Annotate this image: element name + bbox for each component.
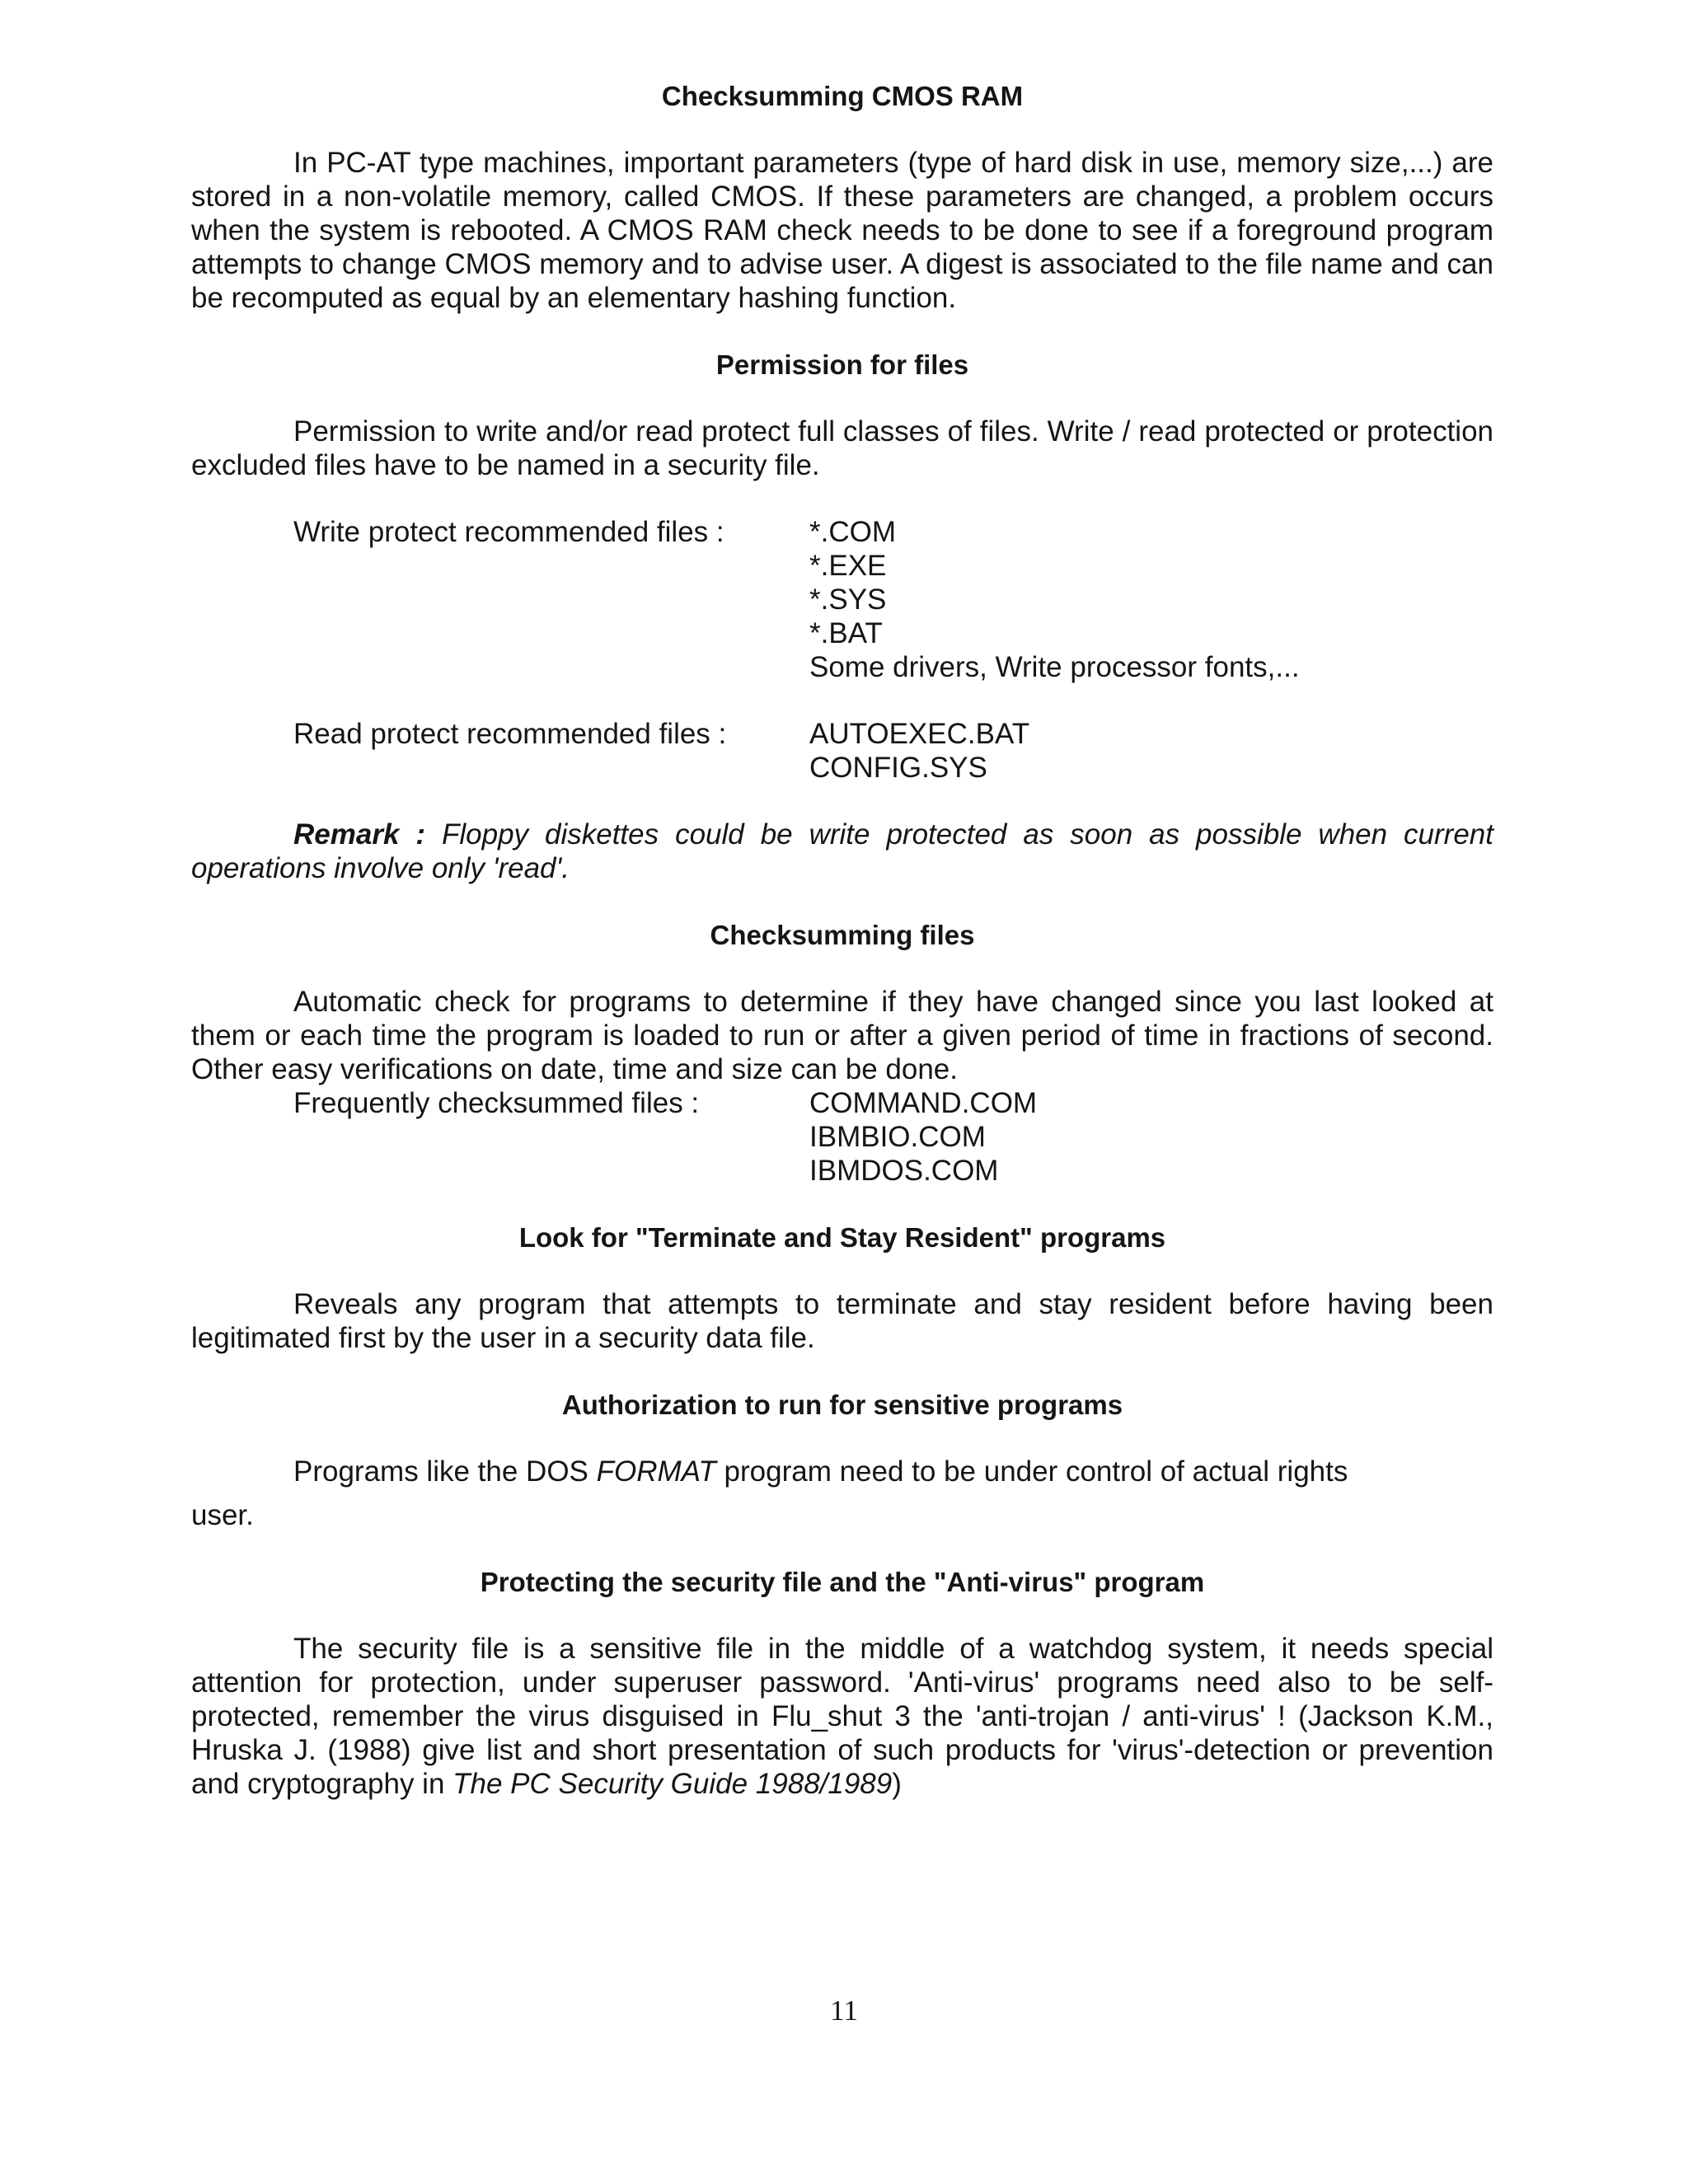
protecting-book-title: The PC Security Guide 1988/1989 (452, 1768, 893, 1800)
heading-protecting-security-file: Protecting the security file and the "Anti-virus" program (480, 1567, 1205, 1597)
list-item: AUTOEXEC.BAT (809, 718, 1030, 750)
heading-permission-for-files: Permission for files (715, 349, 969, 380)
remark-paragraph (191, 818, 1493, 885)
heading-tsr-programs: Look for "Terminate and Stay Resident" programs (518, 1222, 1166, 1253)
list-item: COMMAND.COM (809, 1087, 1038, 1119)
list-item: *.SYS (809, 583, 887, 616)
heading-authorization: Authorization to run for sensitive programs (561, 1390, 1123, 1420)
list-item: *.BAT (809, 617, 883, 649)
read-protect-items (809, 717, 1029, 785)
write-protect-items (809, 515, 1300, 684)
paragraph-cmos: In PC-AT type machines, important parameters (type of hard disk in use, memory size,...) are stored in a non-volatile memory, called CMOS. If these parameters are changed, a problem occurs when the system is rebooted. A CMOS RAM check needs to be done to see if a foreground program attempts to change CMOS memory and to advise user. A digest is associated to the file name and can be recomputed as equal by an elementary hashing function. (191, 147, 1493, 314)
read-protect-label: Read protect recommended files : (293, 718, 727, 750)
checksummed-files-items (809, 1086, 1037, 1188)
list-item: *.EXE (809, 550, 887, 582)
paragraph-checksumming-files: Automatic check for programs to determine if they have changed since you last looked at them or each time the program is loaded to run or after a given period of time in fractions of second. Other easy verifications on date, time and size can be done. (191, 986, 1493, 1085)
paragraph-protecting (191, 1632, 1493, 1801)
list-item: IBMBIO.COM (809, 1121, 986, 1153)
protecting-text-after: ) (892, 1768, 902, 1800)
checksummed-files-list (191, 1086, 1493, 1188)
heading-checksumming-cmos-ram: Checksumming CMOS RAM (661, 81, 1024, 111)
authorization-text-before: Programs like the DOS (293, 1455, 597, 1488)
list-item: *.COM (809, 516, 896, 548)
protecting-text-before: The security file is a sensitive file in the middle of a watchdog system, it needs special attention for protection, under superuser password. 'Anti-virus' programs need also to be self-protected, remember the virus disguised in Flu_shut 3 the 'anti-trojan / anti-virus' ! (Jackson K.M., Hruska J. (1988) give list and short presentation of such products for 'virus'-detection or prevention and cryptography in (191, 1633, 1493, 1800)
list-item: IBMDOS.COM (809, 1155, 999, 1187)
write-protect-label: Write protect recommended files : (293, 516, 724, 548)
document-page (191, 79, 1493, 1801)
page-number: 11 (830, 1994, 858, 2027)
remark-label: Remark : (293, 818, 426, 851)
remark-text: Floppy diskettes could be write protected as soon as possible when current operations involve only 'read'. (191, 818, 1493, 884)
write-protect-list (191, 515, 1493, 684)
checksummed-files-label: Frequently checksummed files : (293, 1087, 700, 1119)
list-item: Some drivers, Write processor fonts,... (809, 651, 1300, 683)
paragraph-tsr: Reveals any program that attempts to terminate and stay resident before having been legitimated first by the user in a security data file. (191, 1288, 1493, 1354)
read-protect-list (191, 717, 1493, 785)
authorization-format-term: FORMAT (596, 1455, 716, 1488)
paragraph-permission: Permission to write and/or read protect full classes of files. Write / read protected or protection excluded files have to be named in a security file. (191, 415, 1493, 481)
list-item: CONFIG.SYS (809, 752, 987, 784)
authorization-text-after: program need to be under control of actual rights (715, 1455, 1348, 1488)
paragraph-authorization-tail: user. (191, 1499, 254, 1531)
heading-checksumming-files: Checksumming files (710, 920, 975, 950)
paragraph-authorization (191, 1455, 1493, 1488)
